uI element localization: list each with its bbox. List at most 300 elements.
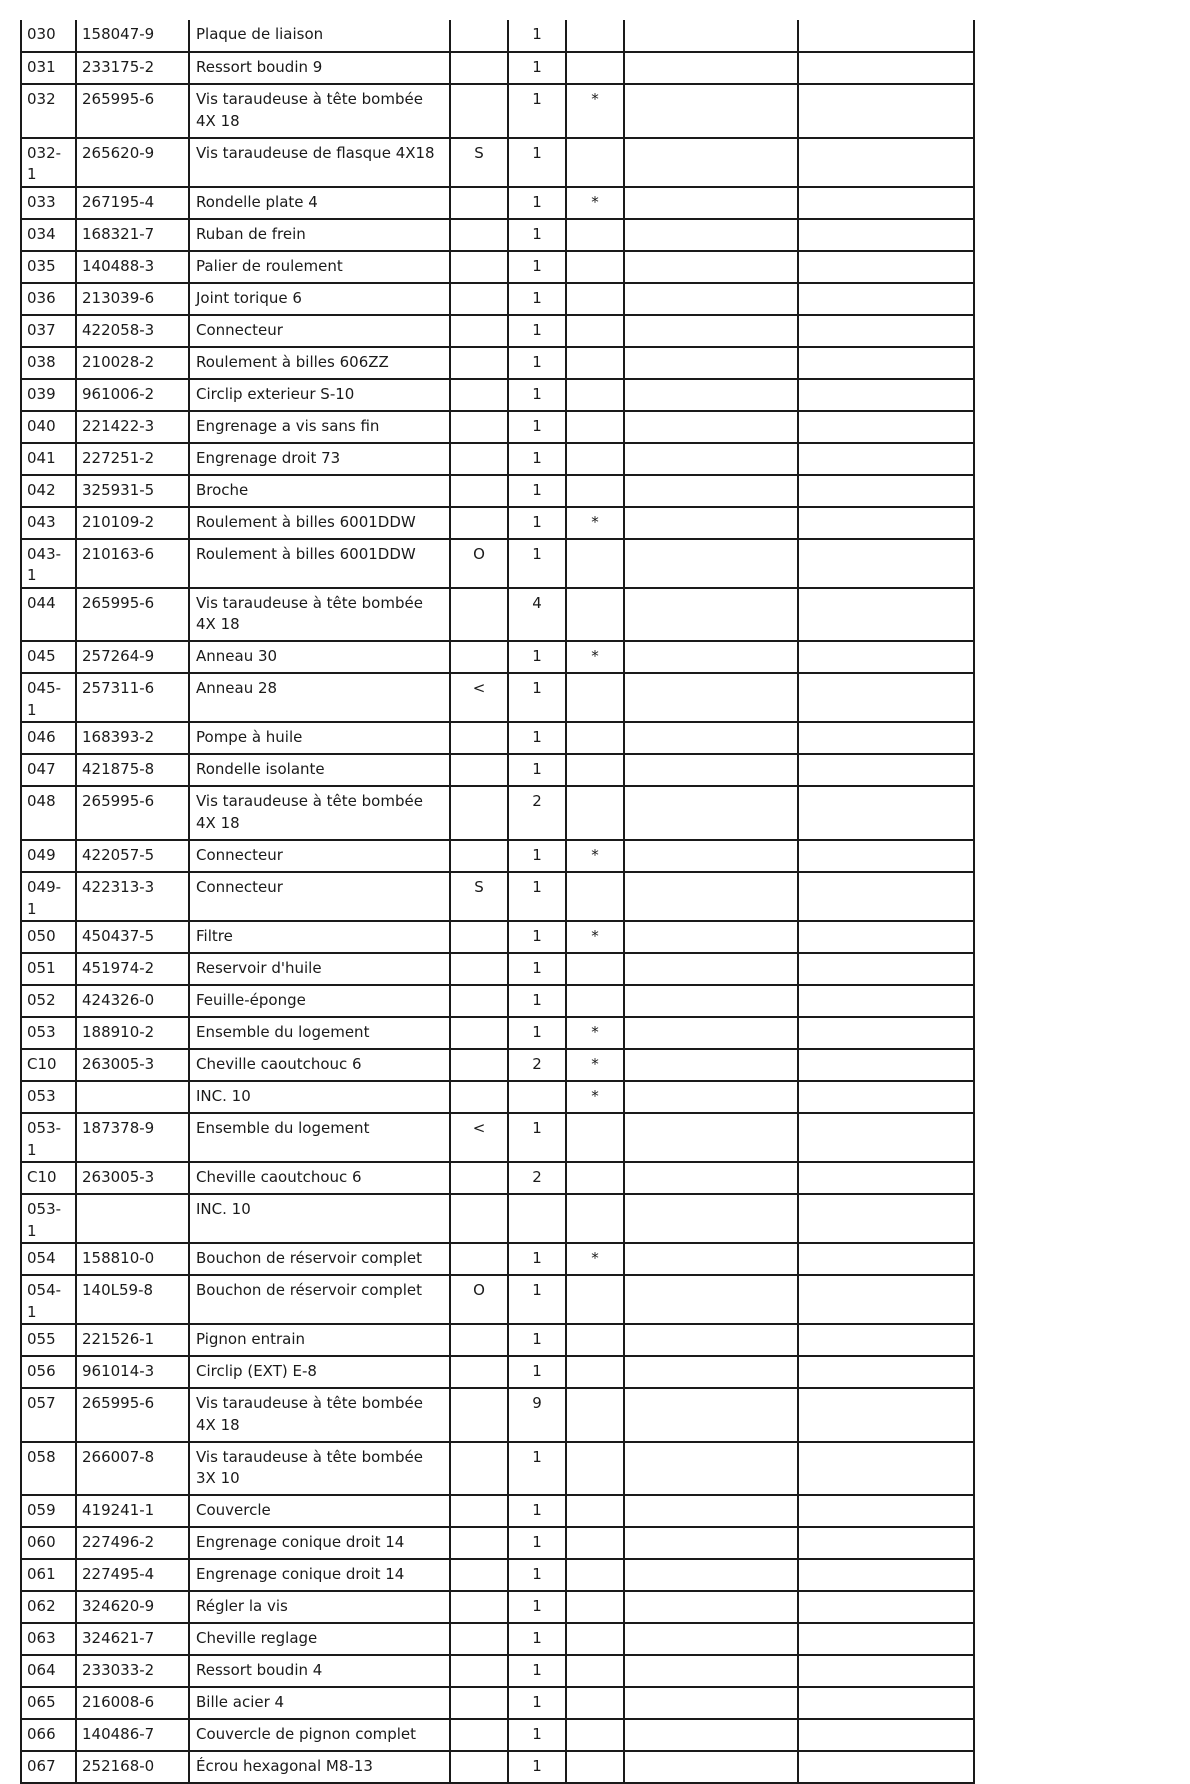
- table-row: [21, 1591, 974, 1623]
- empty-cell: [798, 754, 974, 786]
- empty-cell: [798, 1559, 974, 1591]
- part-note-cell: [450, 1719, 508, 1751]
- part-number-cell: 067: [21, 1751, 76, 1783]
- empty-cell: [624, 1442, 798, 1496]
- empty-cell: [624, 443, 798, 475]
- part-reference-cell: 233175-2: [76, 52, 189, 84]
- part-note-cell: [450, 1162, 508, 1194]
- part-number-cell: 054-1: [21, 1275, 76, 1324]
- table-row: [21, 187, 974, 219]
- empty-cell: [798, 673, 974, 722]
- part-quantity-cell: 1: [508, 219, 566, 251]
- empty-cell: [798, 251, 974, 283]
- part-number-cell: 063: [21, 1623, 76, 1655]
- part-reference-cell: 419241-1: [76, 1495, 189, 1527]
- table-row: [21, 138, 974, 187]
- part-quantity-cell: 1: [508, 138, 566, 187]
- part-description-cell: Filtre: [189, 921, 450, 953]
- part-reference-cell: 324621-7: [76, 1623, 189, 1655]
- part-flag-cell: [566, 379, 624, 411]
- table-row: [21, 1017, 974, 1049]
- table-row: [21, 443, 974, 475]
- part-number-cell: 060: [21, 1527, 76, 1559]
- empty-cell: [624, 84, 798, 138]
- part-note-cell: [450, 20, 508, 52]
- part-reference-cell: 188910-2: [76, 1017, 189, 1049]
- part-description-cell: Bouchon de réservoir complet: [189, 1243, 450, 1275]
- part-description-cell: Anneau 28: [189, 673, 450, 722]
- empty-cell: [798, 1623, 974, 1655]
- table-row: [21, 953, 974, 985]
- part-reference-cell: 213039-6: [76, 283, 189, 315]
- table-row: [21, 347, 974, 379]
- part-quantity-cell: 1: [508, 411, 566, 443]
- table-row: [21, 1275, 974, 1324]
- part-reference-cell: 422057-5: [76, 840, 189, 872]
- part-flag-cell: [566, 1591, 624, 1623]
- part-note-cell: [450, 1081, 508, 1113]
- empty-cell: [624, 840, 798, 872]
- empty-cell: [798, 379, 974, 411]
- part-number-cell: 066: [21, 1719, 76, 1751]
- part-note-cell: [450, 1495, 508, 1527]
- table-row: [21, 379, 974, 411]
- empty-cell: [624, 1017, 798, 1049]
- part-reference-cell: 961006-2: [76, 379, 189, 411]
- part-description-cell: Connecteur: [189, 872, 450, 921]
- empty-cell: [624, 1559, 798, 1591]
- part-reference-cell: 422313-3: [76, 872, 189, 921]
- part-description-cell: Vis taraudeuse de flasque 4X18: [189, 138, 450, 187]
- empty-cell: [624, 1591, 798, 1623]
- empty-cell: [624, 1049, 798, 1081]
- table-row: [21, 1751, 974, 1783]
- part-description-cell: Engrenage droit 73: [189, 443, 450, 475]
- table-row: [21, 52, 974, 84]
- part-flag-cell: [566, 1113, 624, 1162]
- part-flag-cell: *: [566, 507, 624, 539]
- table-row: [21, 411, 974, 443]
- empty-cell: [624, 1527, 798, 1559]
- part-reference-cell: 216008-6: [76, 1687, 189, 1719]
- part-reference-cell: 267195-4: [76, 187, 189, 219]
- empty-cell: [798, 1388, 974, 1442]
- part-flag-cell: [566, 411, 624, 443]
- part-number-cell: 033: [21, 187, 76, 219]
- empty-cell: [624, 1113, 798, 1162]
- part-description-cell: Bouchon de réservoir complet: [189, 1275, 450, 1324]
- part-description-cell: Pignon entrain: [189, 1324, 450, 1356]
- part-description-cell: Ressort boudin 9: [189, 52, 450, 84]
- part-flag-cell: [566, 754, 624, 786]
- table-row: [21, 1194, 974, 1243]
- part-flag-cell: [566, 52, 624, 84]
- table-row: [21, 786, 974, 840]
- empty-cell: [798, 1113, 974, 1162]
- part-flag-cell: [566, 673, 624, 722]
- part-flag-cell: [566, 1275, 624, 1324]
- part-quantity-cell: 1: [508, 1017, 566, 1049]
- part-description-cell: Feuille-éponge: [189, 985, 450, 1017]
- empty-cell: [624, 187, 798, 219]
- part-quantity-cell: 1: [508, 840, 566, 872]
- table-row: [21, 1495, 974, 1527]
- part-reference-cell: 257311-6: [76, 673, 189, 722]
- part-flag-cell: [566, 20, 624, 52]
- part-reference-cell: 961014-3: [76, 1356, 189, 1388]
- table-row: [21, 840, 974, 872]
- part-flag-cell: [566, 1324, 624, 1356]
- part-description-cell: Bille acier 4: [189, 1687, 450, 1719]
- part-reference-cell: 265995-6: [76, 786, 189, 840]
- empty-cell: [798, 347, 974, 379]
- part-quantity-cell: 1: [508, 1275, 566, 1324]
- part-reference-cell: 210028-2: [76, 347, 189, 379]
- empty-cell: [798, 1687, 974, 1719]
- part-quantity-cell: 1: [508, 347, 566, 379]
- empty-cell: [798, 539, 974, 588]
- part-description-cell: Circlip (EXT) E-8: [189, 1356, 450, 1388]
- part-number-cell: 055: [21, 1324, 76, 1356]
- part-quantity-cell: 1: [508, 187, 566, 219]
- empty-cell: [798, 1162, 974, 1194]
- part-quantity-cell: 1: [508, 673, 566, 722]
- table-row: [21, 1162, 974, 1194]
- empty-cell: [798, 443, 974, 475]
- part-description-cell: Ensemble du logement: [189, 1017, 450, 1049]
- part-description-cell: Ressort boudin 4: [189, 1655, 450, 1687]
- part-number-cell: 031: [21, 52, 76, 84]
- part-quantity-cell: 1: [508, 443, 566, 475]
- table-row: [21, 1113, 974, 1162]
- part-note-cell: [450, 754, 508, 786]
- table-row: [21, 1243, 974, 1275]
- part-description-cell: Engrenage conique droit 14: [189, 1527, 450, 1559]
- part-flag-cell: [566, 985, 624, 1017]
- empty-cell: [798, 722, 974, 754]
- part-number-cell: 035: [21, 251, 76, 283]
- part-description-cell: Cheville caoutchouc 6: [189, 1162, 450, 1194]
- part-description-cell: Vis taraudeuse à tête bombée 4X 18: [189, 84, 450, 138]
- part-reference-cell: 221422-3: [76, 411, 189, 443]
- part-note-cell: [450, 507, 508, 539]
- part-number-cell: 056: [21, 1356, 76, 1388]
- part-reference-cell: 140488-3: [76, 251, 189, 283]
- part-description-cell: Pompe à huile: [189, 722, 450, 754]
- part-quantity-cell: 2: [508, 786, 566, 840]
- parts-table-body: [21, 20, 974, 1783]
- part-quantity-cell: 1: [508, 1687, 566, 1719]
- part-reference-cell: 263005-3: [76, 1049, 189, 1081]
- part-reference-cell: 324620-9: [76, 1591, 189, 1623]
- part-flag-cell: [566, 1559, 624, 1591]
- part-description-cell: Ruban de frein: [189, 219, 450, 251]
- table-row: [21, 315, 974, 347]
- part-quantity-cell: 1: [508, 52, 566, 84]
- part-quantity-cell: 1: [508, 539, 566, 588]
- part-number-cell: C10: [21, 1049, 76, 1081]
- part-flag-cell: [566, 539, 624, 588]
- part-note-cell: [450, 347, 508, 379]
- table-row: [21, 84, 974, 138]
- empty-cell: [798, 1017, 974, 1049]
- part-quantity-cell: 1: [508, 921, 566, 953]
- part-quantity-cell: 1: [508, 84, 566, 138]
- table-row: [21, 1388, 974, 1442]
- table-row: [21, 219, 974, 251]
- part-note-cell: [450, 1751, 508, 1783]
- part-number-cell: 038: [21, 347, 76, 379]
- part-number-cell: 042: [21, 475, 76, 507]
- part-flag-cell: *: [566, 1049, 624, 1081]
- part-flag-cell: [566, 953, 624, 985]
- part-note-cell: [450, 1559, 508, 1591]
- part-note-cell: [450, 1442, 508, 1496]
- part-description-cell: Anneau 30: [189, 641, 450, 673]
- part-quantity-cell: 1: [508, 1751, 566, 1783]
- part-flag-cell: *: [566, 187, 624, 219]
- part-number-cell: 053: [21, 1017, 76, 1049]
- part-note-cell: [450, 283, 508, 315]
- part-quantity-cell: 1: [508, 1324, 566, 1356]
- part-quantity-cell: 1: [508, 1719, 566, 1751]
- part-reference-cell: 210109-2: [76, 507, 189, 539]
- empty-cell: [798, 786, 974, 840]
- part-reference-cell: 140486-7: [76, 1719, 189, 1751]
- table-row: [21, 641, 974, 673]
- part-number-cell: 053-1: [21, 1113, 76, 1162]
- part-note-cell: [450, 921, 508, 953]
- part-description-cell: Broche: [189, 475, 450, 507]
- part-description-cell: Ensemble du logement: [189, 1113, 450, 1162]
- part-note-cell: [450, 219, 508, 251]
- part-reference-cell: 227495-4: [76, 1559, 189, 1591]
- table-row: [21, 872, 974, 921]
- part-quantity-cell: 1: [508, 754, 566, 786]
- empty-cell: [624, 985, 798, 1017]
- empty-cell: [798, 921, 974, 953]
- part-flag-cell: [566, 315, 624, 347]
- part-note-cell: [450, 953, 508, 985]
- table-row: [21, 507, 974, 539]
- part-flag-cell: [566, 283, 624, 315]
- table-row: [21, 283, 974, 315]
- empty-cell: [624, 673, 798, 722]
- empty-cell: [798, 1591, 974, 1623]
- part-note-cell: [450, 1194, 508, 1243]
- empty-cell: [624, 219, 798, 251]
- empty-cell: [798, 84, 974, 138]
- part-reference-cell: 140L59-8: [76, 1275, 189, 1324]
- part-description-cell: Roulement à billes 6001DDW: [189, 539, 450, 588]
- part-note-cell: [450, 379, 508, 411]
- empty-cell: [798, 52, 974, 84]
- part-note-cell: [450, 251, 508, 283]
- part-note-cell: [450, 1388, 508, 1442]
- empty-cell: [798, 1719, 974, 1751]
- part-flag-cell: [566, 786, 624, 840]
- part-quantity-cell: 1: [508, 475, 566, 507]
- table-row: [21, 1623, 974, 1655]
- empty-cell: [624, 411, 798, 443]
- part-description-cell: Plaque de liaison: [189, 20, 450, 52]
- part-number-cell: 040: [21, 411, 76, 443]
- part-quantity-cell: 1: [508, 315, 566, 347]
- part-note-cell: [450, 1017, 508, 1049]
- part-reference-cell: [76, 1194, 189, 1243]
- part-reference-cell: 233033-2: [76, 1655, 189, 1687]
- empty-cell: [624, 20, 798, 52]
- part-description-cell: Vis taraudeuse à tête bombée 4X 18: [189, 786, 450, 840]
- part-reference-cell: 265995-6: [76, 1388, 189, 1442]
- part-description-cell: Vis taraudeuse à tête bombée 4X 18: [189, 1388, 450, 1442]
- part-reference-cell: 168393-2: [76, 722, 189, 754]
- empty-cell: [624, 641, 798, 673]
- empty-cell: [624, 1623, 798, 1655]
- table-row: [21, 1049, 974, 1081]
- part-reference-cell: 252168-0: [76, 1751, 189, 1783]
- part-flag-cell: [566, 251, 624, 283]
- part-reference-cell: 227496-2: [76, 1527, 189, 1559]
- empty-cell: [798, 1527, 974, 1559]
- empty-cell: [798, 840, 974, 872]
- empty-cell: [624, 722, 798, 754]
- part-number-cell: 041: [21, 443, 76, 475]
- part-note-cell: [450, 1324, 508, 1356]
- part-reference-cell: 265995-6: [76, 84, 189, 138]
- part-description-cell: Engrenage a vis sans fin: [189, 411, 450, 443]
- empty-cell: [624, 283, 798, 315]
- part-description-cell: Vis taraudeuse à tête bombée 4X 18: [189, 588, 450, 642]
- part-reference-cell: 265995-6: [76, 588, 189, 642]
- part-number-cell: 064: [21, 1655, 76, 1687]
- table-row: [21, 1356, 974, 1388]
- part-note-cell: [450, 187, 508, 219]
- empty-cell: [624, 1751, 798, 1783]
- empty-cell: [798, 1275, 974, 1324]
- part-quantity-cell: 1: [508, 379, 566, 411]
- part-reference-cell: 168321-7: [76, 219, 189, 251]
- part-reference-cell: 158810-0: [76, 1243, 189, 1275]
- part-note-cell: [450, 1687, 508, 1719]
- table-row: [21, 251, 974, 283]
- part-reference-cell: 187378-9: [76, 1113, 189, 1162]
- part-quantity-cell: 1: [508, 1591, 566, 1623]
- empty-cell: [624, 1081, 798, 1113]
- part-description-cell: Roulement à billes 606ZZ: [189, 347, 450, 379]
- empty-cell: [798, 872, 974, 921]
- part-flag-cell: [566, 1527, 624, 1559]
- empty-cell: [624, 507, 798, 539]
- part-number-cell: 032-1: [21, 138, 76, 187]
- part-note-cell: [450, 786, 508, 840]
- empty-cell: [798, 507, 974, 539]
- part-quantity-cell: 1: [508, 1655, 566, 1687]
- empty-cell: [798, 1442, 974, 1496]
- part-reference-cell: 158047-9: [76, 20, 189, 52]
- part-description-cell: Circlip exterieur S-10: [189, 379, 450, 411]
- part-number-cell: 049: [21, 840, 76, 872]
- part-flag-cell: [566, 1442, 624, 1496]
- empty-cell: [798, 1243, 974, 1275]
- empty-cell: [798, 1495, 974, 1527]
- part-reference-cell: 422058-3: [76, 315, 189, 347]
- empty-cell: [798, 187, 974, 219]
- part-flag-cell: *: [566, 1243, 624, 1275]
- part-quantity-cell: 1: [508, 641, 566, 673]
- part-flag-cell: [566, 475, 624, 507]
- part-number-cell: 030: [21, 20, 76, 52]
- part-number-cell: 044: [21, 588, 76, 642]
- empty-cell: [798, 219, 974, 251]
- part-number-cell: 036: [21, 283, 76, 315]
- part-quantity-cell: 1: [508, 1495, 566, 1527]
- table-row: [21, 722, 974, 754]
- part-description-cell: Connecteur: [189, 315, 450, 347]
- empty-cell: [624, 1356, 798, 1388]
- part-number-cell: 049-1: [21, 872, 76, 921]
- empty-cell: [798, 641, 974, 673]
- table-row: [21, 20, 974, 52]
- part-flag-cell: [566, 1162, 624, 1194]
- part-note-cell: [450, 641, 508, 673]
- part-quantity-cell: [508, 1194, 566, 1243]
- part-note-cell: [450, 1049, 508, 1081]
- empty-cell: [798, 1751, 974, 1783]
- part-description-cell: Rondelle plate 4: [189, 187, 450, 219]
- part-flag-cell: [566, 588, 624, 642]
- empty-cell: [624, 1194, 798, 1243]
- part-quantity-cell: 1: [508, 872, 566, 921]
- part-number-cell: 039: [21, 379, 76, 411]
- part-number-cell: 062: [21, 1591, 76, 1623]
- part-flag-cell: [566, 1623, 624, 1655]
- empty-cell: [624, 1324, 798, 1356]
- part-note-cell: [450, 443, 508, 475]
- part-description-cell: Connecteur: [189, 840, 450, 872]
- part-number-cell: 053: [21, 1081, 76, 1113]
- part-reference-cell: [76, 1081, 189, 1113]
- part-quantity-cell: 1: [508, 1113, 566, 1162]
- part-note-cell: [450, 840, 508, 872]
- part-note-cell: [450, 1356, 508, 1388]
- table-row: [21, 921, 974, 953]
- table-row: [21, 588, 974, 642]
- part-quantity-cell: 1: [508, 251, 566, 283]
- part-description-cell: Joint torique 6: [189, 283, 450, 315]
- empty-cell: [624, 921, 798, 953]
- table-row: [21, 475, 974, 507]
- part-description-cell: Reservoir d'huile: [189, 953, 450, 985]
- part-flag-cell: *: [566, 921, 624, 953]
- part-note-cell: [450, 1243, 508, 1275]
- part-quantity-cell: 9: [508, 1388, 566, 1442]
- part-note-cell: [450, 985, 508, 1017]
- empty-cell: [624, 379, 798, 411]
- empty-cell: [798, 315, 974, 347]
- part-quantity-cell: 1: [508, 20, 566, 52]
- part-quantity-cell: 4: [508, 588, 566, 642]
- part-number-cell: 054: [21, 1243, 76, 1275]
- part-number-cell: 043-1: [21, 539, 76, 588]
- table-row: [21, 985, 974, 1017]
- part-reference-cell: 263005-3: [76, 1162, 189, 1194]
- part-note-cell: [450, 411, 508, 443]
- part-flag-cell: [566, 1495, 624, 1527]
- part-reference-cell: 266007-8: [76, 1442, 189, 1496]
- part-quantity-cell: 2: [508, 1162, 566, 1194]
- part-note-cell: [450, 588, 508, 642]
